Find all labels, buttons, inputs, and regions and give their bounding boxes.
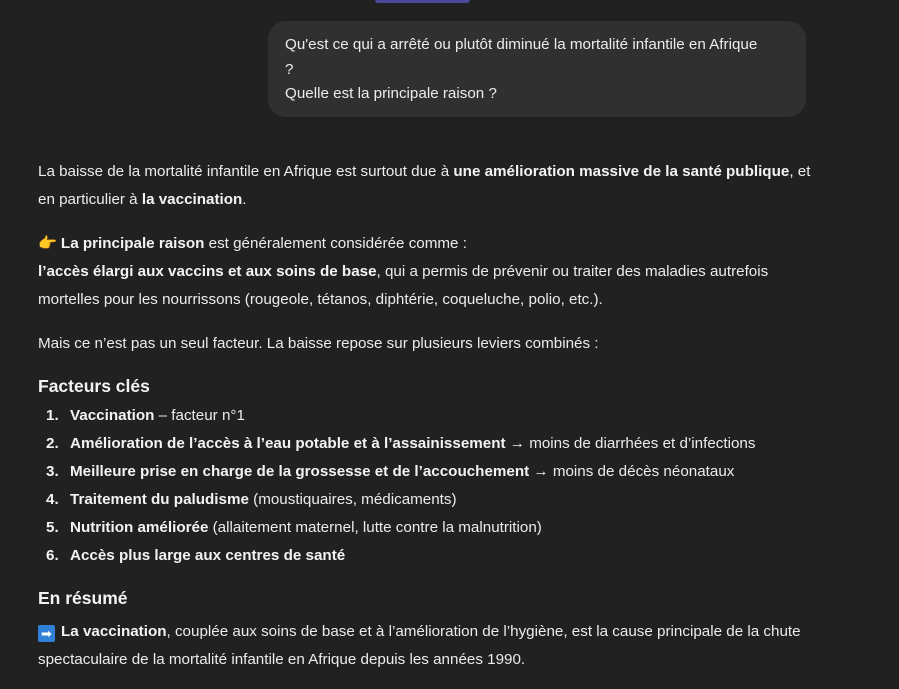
transition-paragraph: Mais ce n’est pas un seul facteur. La baisse repose sur plusieurs leviers combinés : <box>38 335 599 352</box>
factors-heading: Facteurs clés <box>38 376 150 396</box>
list-item: 5. Nutrition améliorée (allaitement maternel, lutte contre la malnutrition) <box>46 519 542 536</box>
user-message-line: Qu'est ce qui a arrêté ou plutôt diminué la mortalité infantile en Afrique <box>285 36 758 53</box>
main-reason-paragraph: 👉 La principale raison est généralement considérée comme : l’accès élargi aux vaccins et aux soins de base, qui a permis de prévenir ou traiter des maladies autrefois mortelles pour les nourrissons (rougeole, tétanos, diphtérie, coqueluche, polio, etc.). <box>38 230 818 314</box>
user-message-bubble <box>268 21 806 117</box>
right-arrow-icon: ➡ <box>38 625 55 642</box>
summary-paragraph: ➡ La vaccination, couplée aux soins de base et à l’amélioration de l’hygiène, est la cause principale de la chute spectaculaire de la mortalité infantile en Afrique depuis les années 1990. <box>38 623 801 668</box>
assistant-response <box>38 158 818 674</box>
scroll-indicator <box>375 0 470 3</box>
list-item: 1. Vaccination – facteur n°1 <box>46 407 245 424</box>
summary-heading: En résumé <box>38 588 128 608</box>
list-item: 3. Meilleure prise en charge de la grossesse et de l’accouchement → moins de décès néonataux <box>46 463 735 480</box>
intro-paragraph: La baisse de la mortalité infantile en Afrique est surtout due à une amélioration massive de la santé publique, et en particulier à la vaccination. <box>38 163 811 208</box>
user-message-line: ? <box>285 60 294 78</box>
list-item: 6. Accès plus large aux centres de santé <box>46 547 346 564</box>
list-item: 2. Amélioration de l’accès à l’eau potable et à l’assainissement → moins de diarrhées et d’infections <box>46 435 756 452</box>
list-item: 4. Traitement du paludisme (moustiquaires, médicaments) <box>46 491 457 508</box>
factors-list <box>38 402 818 570</box>
user-message-line: Quelle est la principale raison ? <box>285 85 497 102</box>
pointing-hand-icon: 👉 <box>38 235 57 252</box>
